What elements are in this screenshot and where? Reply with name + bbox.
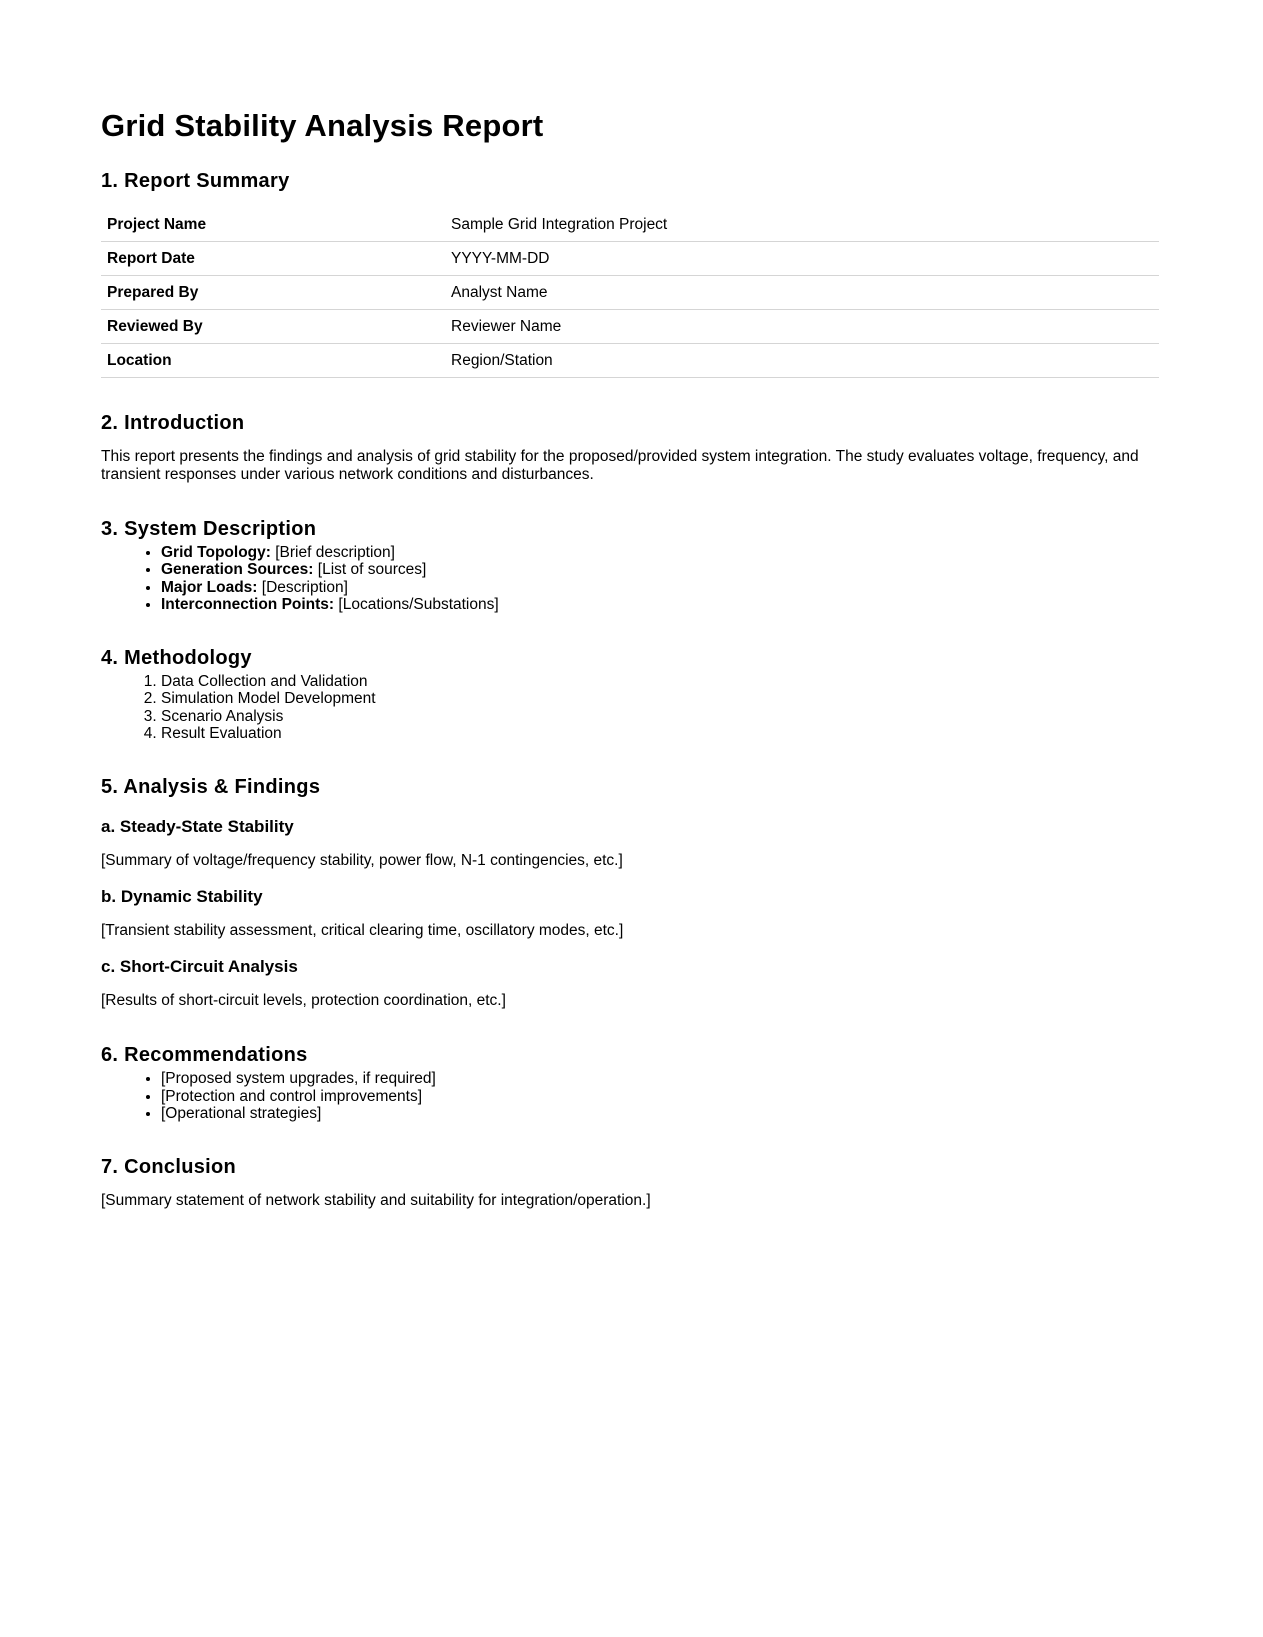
system-item-value: [List of sources] (317, 561, 427, 579)
list-item: • [Protection and control improvements] (161, 1088, 1159, 1105)
table-row (101, 344, 1159, 378)
methodology-list (101, 673, 1159, 742)
analysis-heading: 5. Analysis & Findings (101, 776, 321, 799)
report-summary-section (101, 168, 1159, 378)
subsection-title: c. Short-Circuit Analysis (101, 957, 298, 977)
system-item-value: [Brief description] (275, 544, 395, 561)
system-item-label: Generation Sources: (161, 561, 314, 579)
introduction-text: This report presents the findings and analysis of grid stability for the proposed/provided system integration. The study evaluates voltage, frequency, and transient responses under various network conditions and disturbances. (101, 448, 1139, 483)
short-circuit-subsection (101, 956, 1159, 1010)
summary-key-location: Location (101, 344, 445, 378)
methodology-heading: 4. Methodology (101, 647, 252, 670)
conclusion-text: [Summary statement of network stability and suitability for integration/operation.] (101, 1192, 651, 1210)
summary-value-prepared-by: Analyst Name (445, 276, 1159, 310)
subsection-text: [Results of short-circuit levels, protection coordination, etc.] (101, 992, 506, 1010)
system-item-value: [Locations/Substations] (338, 595, 499, 613)
summary-value-location: Region/Station (445, 344, 1159, 378)
methodology-step: 1. Data Collection and Validation (161, 673, 1159, 690)
methodology-step: 3. Scenario Analysis (161, 708, 1159, 725)
summary-value-report-date: YYYY-MM-DD (445, 242, 1159, 276)
introduction-heading: 2. Introduction (101, 412, 245, 434)
table-row (101, 276, 1159, 310)
summary-key-report-date: Report Date (101, 242, 445, 276)
subsection-text: [Summary of voltage/frequency stability, power flow, N-1 contingencies, etc.] (101, 852, 623, 870)
subsection-title: b. Dynamic Stability (101, 887, 263, 907)
summary-heading: 1. Report Summary (101, 170, 290, 192)
list-item (161, 579, 1159, 596)
system-description-section (101, 516, 1159, 613)
system-description-heading: 3. System Description (101, 518, 317, 540)
methodology-step: 4. Result Evaluation (161, 725, 1159, 742)
report-title: Grid Stability Analysis Report (101, 108, 544, 143)
system-item-label: Grid Topology: (161, 544, 271, 561)
list-item (161, 544, 1159, 561)
summary-table (101, 208, 1159, 378)
system-item-label: Major Loads: (161, 578, 258, 596)
summary-value-project-name: Sample Grid Integration Project (445, 208, 1159, 242)
subsection-text: [Transient stability assessment, critical clearing time, oscillatory modes, etc.] (101, 922, 624, 940)
table-row (101, 310, 1159, 344)
methodology-section (101, 645, 1159, 742)
conclusion-heading: 7. Conclusion (101, 1156, 237, 1179)
recommendations-list (101, 1070, 1159, 1122)
summary-key-reviewed-by: Reviewed By (101, 310, 445, 344)
recommendations-heading: 6. Recommendations (101, 1044, 308, 1067)
steady-state-subsection (101, 816, 1159, 870)
subsection-title: a. Steady-State Stability (101, 817, 294, 837)
dynamic-stability-subsection (101, 886, 1159, 940)
introduction-section (101, 410, 1159, 484)
list-item (161, 596, 1159, 613)
list-item (161, 561, 1159, 578)
summary-key-project-name: Project Name (101, 208, 445, 242)
table-row (101, 208, 1159, 242)
list-item: • [Proposed system upgrades, if required] (161, 1070, 1159, 1087)
report-page (101, 104, 1159, 1210)
analysis-findings-section (101, 774, 1159, 1010)
system-item-label: Interconnection Points: (161, 595, 335, 613)
list-item: • [Operational strategies] (161, 1105, 1159, 1122)
methodology-step: 2. Simulation Model Development (161, 690, 1159, 707)
system-item-value: [Description] (261, 578, 348, 596)
table-row (101, 242, 1159, 276)
summary-key-prepared-by: Prepared By (101, 276, 445, 310)
recommendations-section (101, 1042, 1159, 1122)
summary-value-reviewed-by: Reviewer Name (445, 310, 1159, 344)
system-description-list (101, 544, 1159, 613)
conclusion-section (101, 1154, 1159, 1210)
